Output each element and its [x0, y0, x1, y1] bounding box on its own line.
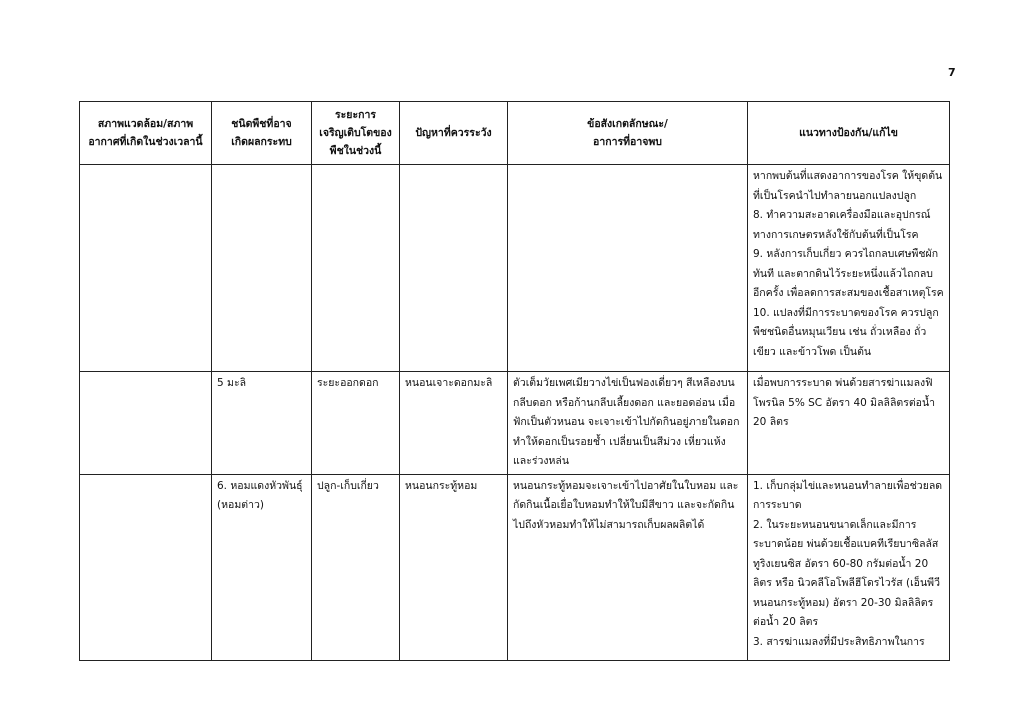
recommendation-table	[79, 101, 950, 661]
cell-stage: ปลูก-เก็บเกี่ยว	[312, 474, 400, 660]
cell-problem: หนอนกระทู้หอม	[400, 474, 508, 660]
page-number: 7	[948, 66, 956, 79]
header-condition: สภาพแวดล้อม/สภาพ อากาศที่เกิดในช่วงเวลานี้	[80, 102, 212, 165]
cell-condition	[80, 165, 212, 372]
header-problem: ปัญหาที่ควรระวัง	[400, 102, 508, 165]
cell-crop: 6. หอมแดงหัวพันธุ์ (หอมต่าว)	[212, 474, 312, 660]
cell-condition	[80, 474, 212, 660]
cell-crop	[212, 165, 312, 372]
cell-stage	[312, 165, 400, 372]
cell-problem	[400, 165, 508, 372]
header-symptoms: ข้อสังเกตลักษณะ/ อาการที่อาจพบ	[508, 102, 748, 165]
table-row	[80, 474, 950, 660]
cell-prevention: หากพบต้นที่แสดงอาการของโรค ให้ขุดต้นที่เป็นโรคนำไปทำลายนอกแปลงปลูก 8. ทำความสะอาดเครื่องมือและอุปกรณ์ทางการเกษตรหลังใช้กับต้นที่เป็นโรค 9. หลังการเก็บเกี่ยว ควรไถกลบเศษพืชผักทันที และตากดินไว้ระยะหนึ่งแล้วไถกลบอีกครั้ง เพื่อลดการสะสมของเชื้อสาเหตุโรค 10. แปลงที่มีการระบาดของโรค ควรปลูกพืชชนิดอื่นหมุนเวียน เช่น ถั่วเหลือง ถั่วเขียว และข้าวโพด เป็นต้น	[748, 165, 950, 372]
cell-prevention: 1. เก็บกลุ่มไข่และหนอนทำลายเพื่อช่วยลดการระบาด 2. ในระยะหนอนขนาดเล็กและมีการระบาดน้อย พ่นด้วยเชื้อแบคทีเรียบาซิลลัส ทูริงเยนซิส อัตรา 60-80 กรัมต่อน้ำ 20 ลิตร หรือ นิวคลีโอโพลีฮีโดรไวรัส (เอ็นพีวีหนอนกระทู้หอม) อัตรา 20-30 มิลลิลิตรต่อน้ำ 20 ลิตร 3. สารฆ่าแมลงที่มีประสิทธิภาพในการ	[748, 474, 950, 660]
table-row	[80, 165, 950, 372]
cell-stage: ระยะออกดอก	[312, 372, 400, 475]
cell-crop: 5 มะลิ	[212, 372, 312, 475]
table-header-row	[80, 102, 950, 165]
cell-problem: หนอนเจาะดอกมะลิ	[400, 372, 508, 475]
cell-symptoms: ตัวเต็มวัยเพศเมียวางไข่เป็นฟองเดี่ยวๆ สีเหลืองบนกลีบดอก หรือก้านกลีบเลี้ยงดอก และยอดอ่อน เมื่อฟักเป็นตัวหนอน จะเจาะเข้าไปกัดกินอยู่ภายในดอกทำให้ดอกเป็นรอยช้ำ เปลี่ยนเป็นสีม่วง เหี่ยวแห้งและร่วงหล่น	[508, 372, 748, 475]
cell-symptoms	[508, 165, 748, 372]
header-prevention: แนวทางป้องกัน/แก้ไข	[748, 102, 950, 165]
header-crop: ชนิดพืชที่อาจ เกิดผลกระทบ	[212, 102, 312, 165]
cell-condition	[80, 372, 212, 475]
table-row	[80, 372, 950, 475]
cell-symptoms: หนอนกระทู้หอมจะเจาะเข้าไปอาศัยในใบหอม และกัดกินเนื้อเยื่อใบหอมทำให้ใบมีสีขาว และจะกัดกินไปถึงหัวหอมทำให้ไม่สามารถเก็บผลผลิตได้	[508, 474, 748, 660]
header-stage: ระยะการ เจริญเติบโตของ พืชในช่วงนี้	[312, 102, 400, 165]
cell-prevention: เมื่อพบการระบาด พ่นด้วยสารฆ่าแมลงฟิโพรนิล 5% SC อัตรา 40 มิลลิลิตรต่อน้ำ 20 ลิตร	[748, 372, 950, 475]
